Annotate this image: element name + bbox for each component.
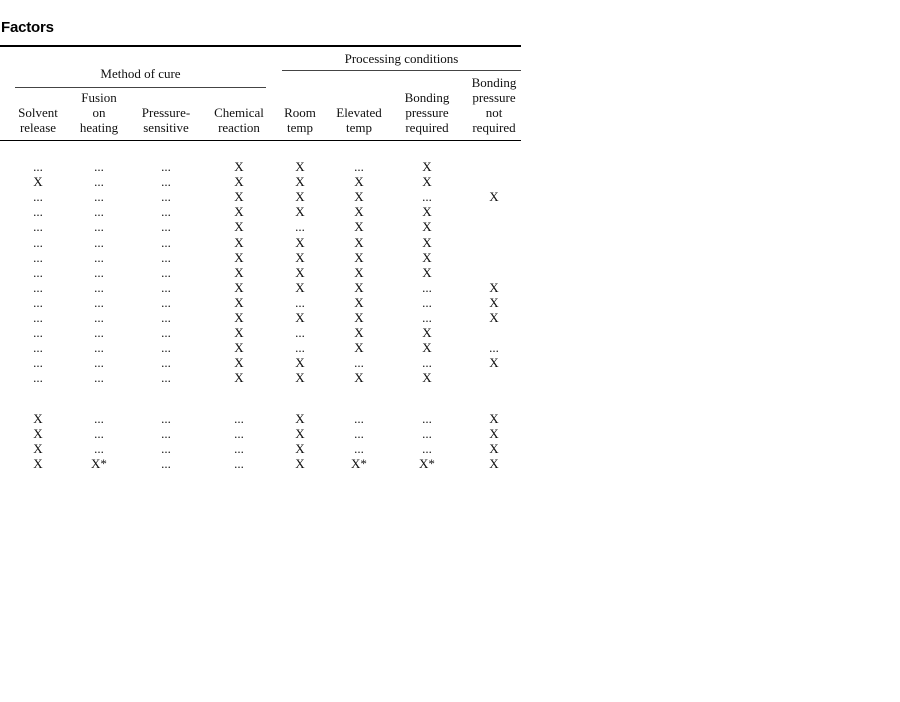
table-cell: ...	[161, 204, 171, 220]
table-cell: ...	[422, 441, 432, 457]
processing-conditions-rule	[282, 70, 521, 71]
table-cell: X	[234, 174, 244, 190]
table-cell: ...	[161, 294, 171, 310]
table-cell: ...	[33, 159, 43, 174]
table-cell: ...	[94, 234, 104, 250]
table-cell: X	[354, 340, 364, 356]
column-header-line: Pressure-	[141, 105, 191, 120]
column-header-line: temp	[287, 120, 313, 135]
table-cell: ...	[422, 294, 432, 310]
table-cell: ...	[94, 441, 104, 457]
table-cell: ...	[422, 279, 432, 295]
column-header-line: sensitive	[143, 120, 189, 135]
table-cell: ...	[33, 204, 43, 220]
table-cell: ...	[161, 426, 171, 442]
table-cell: X	[234, 310, 244, 325]
table-cell: X	[354, 249, 364, 265]
table-cell: X	[354, 370, 364, 386]
table-cell: ...	[354, 159, 364, 174]
table-cell: ...	[161, 219, 171, 235]
table-cell: X	[33, 426, 43, 442]
table-cell: X	[234, 234, 244, 250]
table-cell: X	[354, 264, 364, 280]
table-cell: ...	[161, 441, 171, 457]
table-cell: X	[354, 325, 364, 341]
table-cell: X	[295, 204, 305, 220]
table-cell: X	[234, 355, 244, 371]
table-cell: X	[234, 340, 244, 356]
table-cell: X	[422, 159, 432, 174]
table-cell: ...	[422, 310, 432, 325]
table-cell: X	[354, 204, 364, 220]
column-header-line: Bonding	[471, 75, 517, 90]
table-cell: ...	[33, 310, 43, 325]
table-cell: X	[295, 279, 305, 295]
table-cell: X	[295, 426, 305, 442]
table-cell: ...	[354, 411, 364, 426]
table-cell: X	[234, 219, 244, 235]
table-cell: X	[489, 456, 499, 472]
table-cell: ...	[161, 279, 171, 295]
table-cell: X*	[419, 456, 435, 472]
table-cell: ...	[161, 325, 171, 341]
table-cell: ...	[234, 426, 244, 442]
table-cell: X	[354, 234, 364, 250]
table-cell: X	[234, 159, 244, 174]
table-cell: ...	[161, 234, 171, 250]
table-cell: X	[354, 310, 364, 325]
table-cell: ...	[422, 426, 432, 442]
table-cell: X	[234, 279, 244, 295]
column-header-line: reaction	[218, 120, 260, 135]
table-cell: X	[354, 174, 364, 190]
table-cell: X	[489, 294, 499, 310]
table-cell: X	[295, 174, 305, 190]
table-cell: ...	[422, 411, 432, 426]
table-cell: ...	[33, 279, 43, 295]
table-cell: X	[354, 294, 364, 310]
column-header-pressure-sensitive	[126, 105, 206, 135]
table-cell: ...	[354, 426, 364, 442]
table-cell: ...	[161, 340, 171, 356]
table-cell: ...	[94, 340, 104, 356]
table-cell: X	[234, 204, 244, 220]
table-cell: X	[234, 294, 244, 310]
table-cell: X	[295, 370, 305, 386]
table-cell: ...	[94, 204, 104, 220]
method-of-cure-rule	[15, 87, 266, 88]
table-cell: X	[295, 159, 305, 174]
table-header-rule	[0, 140, 521, 141]
table-cell: ...	[94, 264, 104, 280]
table-cell: X	[295, 441, 305, 457]
table-cell: X	[234, 325, 244, 341]
table-cell: X	[489, 411, 499, 426]
table-cell: X	[33, 456, 43, 472]
table-cell: ...	[295, 294, 305, 310]
table-cell: ...	[354, 355, 364, 371]
processing-conditions-header: Processing conditions	[344, 51, 459, 66]
table-cell: X	[422, 234, 432, 250]
table-cell: X	[489, 441, 499, 457]
table-cell: X	[489, 355, 499, 371]
column-header-line: Solvent	[18, 105, 58, 120]
table-cell: ...	[94, 159, 104, 174]
table-cell: ...	[94, 219, 104, 235]
table-cell: X	[295, 355, 305, 371]
table-cell: ...	[161, 249, 171, 265]
table-cell: ...	[33, 189, 43, 205]
table-cell: X	[422, 264, 432, 280]
table-cell: ...	[94, 411, 104, 426]
table-cell: ...	[33, 264, 43, 280]
table-cell: X	[489, 189, 499, 205]
table-cell: ...	[33, 325, 43, 341]
table-cell: ...	[33, 340, 43, 356]
table-cell: X	[422, 174, 432, 190]
table-cell: ...	[161, 189, 171, 205]
table-cell: ...	[234, 456, 244, 472]
column-header-line: heating	[79, 120, 119, 135]
table-cell: ...	[295, 340, 305, 356]
column-header-line: temp	[346, 120, 372, 135]
column-header-line: required	[472, 120, 516, 135]
table-cell: X	[33, 174, 43, 190]
table-cell: X	[422, 204, 432, 220]
column-header-line: pressure	[405, 105, 449, 120]
table-cell: ...	[94, 189, 104, 205]
table-cell: ...	[33, 370, 43, 386]
table-cell: ...	[33, 294, 43, 310]
table-cell: ...	[234, 441, 244, 457]
table-cell: ...	[94, 355, 104, 371]
table-cell: ...	[161, 456, 171, 472]
table-cell: X	[295, 411, 305, 426]
table-cell: ...	[422, 189, 432, 205]
table-cell: X	[33, 441, 43, 457]
table-cell: X	[234, 249, 244, 265]
table-cell: X	[295, 456, 305, 472]
table-cell: ...	[422, 355, 432, 371]
table-cell: ...	[234, 411, 244, 426]
table-cell: X	[234, 264, 244, 280]
table-cell: ...	[295, 219, 305, 235]
table-top-rule	[0, 45, 521, 47]
column-header-line: Chemical	[214, 105, 264, 120]
table-cell: X	[354, 189, 364, 205]
table-cell: ...	[161, 264, 171, 280]
table-cell: ...	[94, 249, 104, 265]
table-cell: ...	[94, 325, 104, 341]
table-cell: X	[33, 411, 43, 426]
table-cell: ...	[94, 279, 104, 295]
table-cell: ...	[161, 411, 171, 426]
table-cell: X	[422, 340, 432, 356]
table-cell: X	[234, 370, 244, 386]
table-cell: X	[295, 234, 305, 250]
table-cell: ...	[33, 249, 43, 265]
table-cell: ...	[161, 159, 171, 174]
table-cell: ...	[33, 355, 43, 371]
table-cell: ...	[94, 174, 104, 190]
table-cell: X	[295, 189, 305, 205]
column-header-line: Bonding	[404, 90, 450, 105]
table-cell: X	[489, 310, 499, 325]
column-header-line: Room	[284, 105, 316, 120]
table-cell: X	[295, 249, 305, 265]
column-header-line: pressure	[472, 90, 516, 105]
column-header-line: Elevated	[336, 105, 382, 120]
table-cell: X	[295, 264, 305, 280]
table-cell: ...	[161, 310, 171, 325]
table-cell: X	[489, 426, 499, 442]
column-header-bonding-pressure-not-required	[454, 75, 534, 135]
table-cell: ...	[94, 310, 104, 325]
table-cell: ...	[33, 234, 43, 250]
column-header-line: required	[405, 120, 449, 135]
table-cell: ...	[161, 355, 171, 371]
table-cell: ...	[489, 340, 499, 356]
page-title: Factors	[1, 19, 54, 36]
table-cell: X	[354, 279, 364, 295]
table-cell: ...	[354, 441, 364, 457]
table-cell: X	[422, 325, 432, 341]
table-cell: ...	[33, 219, 43, 235]
table-cell: X	[295, 310, 305, 325]
method-of-cure-header: Method of cure	[100, 66, 181, 81]
column-header-line: not	[485, 105, 503, 120]
table-cell: ...	[161, 370, 171, 386]
table-cell: X*	[351, 456, 367, 472]
table-cell: X*	[91, 456, 107, 472]
column-header-line: release	[19, 120, 57, 135]
table-cell: ...	[94, 370, 104, 386]
table-cell: X	[422, 370, 432, 386]
column-header-line: on	[92, 105, 106, 120]
table-cell: ...	[161, 174, 171, 190]
table-cell: X	[422, 249, 432, 265]
table-cell: ...	[94, 426, 104, 442]
table-cell: X	[234, 189, 244, 205]
table-cell: X	[489, 279, 499, 295]
table-cell: X	[422, 219, 432, 235]
table-cell: X	[354, 219, 364, 235]
column-header-line: Fusion	[81, 90, 117, 105]
table-cell: ...	[94, 294, 104, 310]
table-cell: ...	[295, 325, 305, 341]
